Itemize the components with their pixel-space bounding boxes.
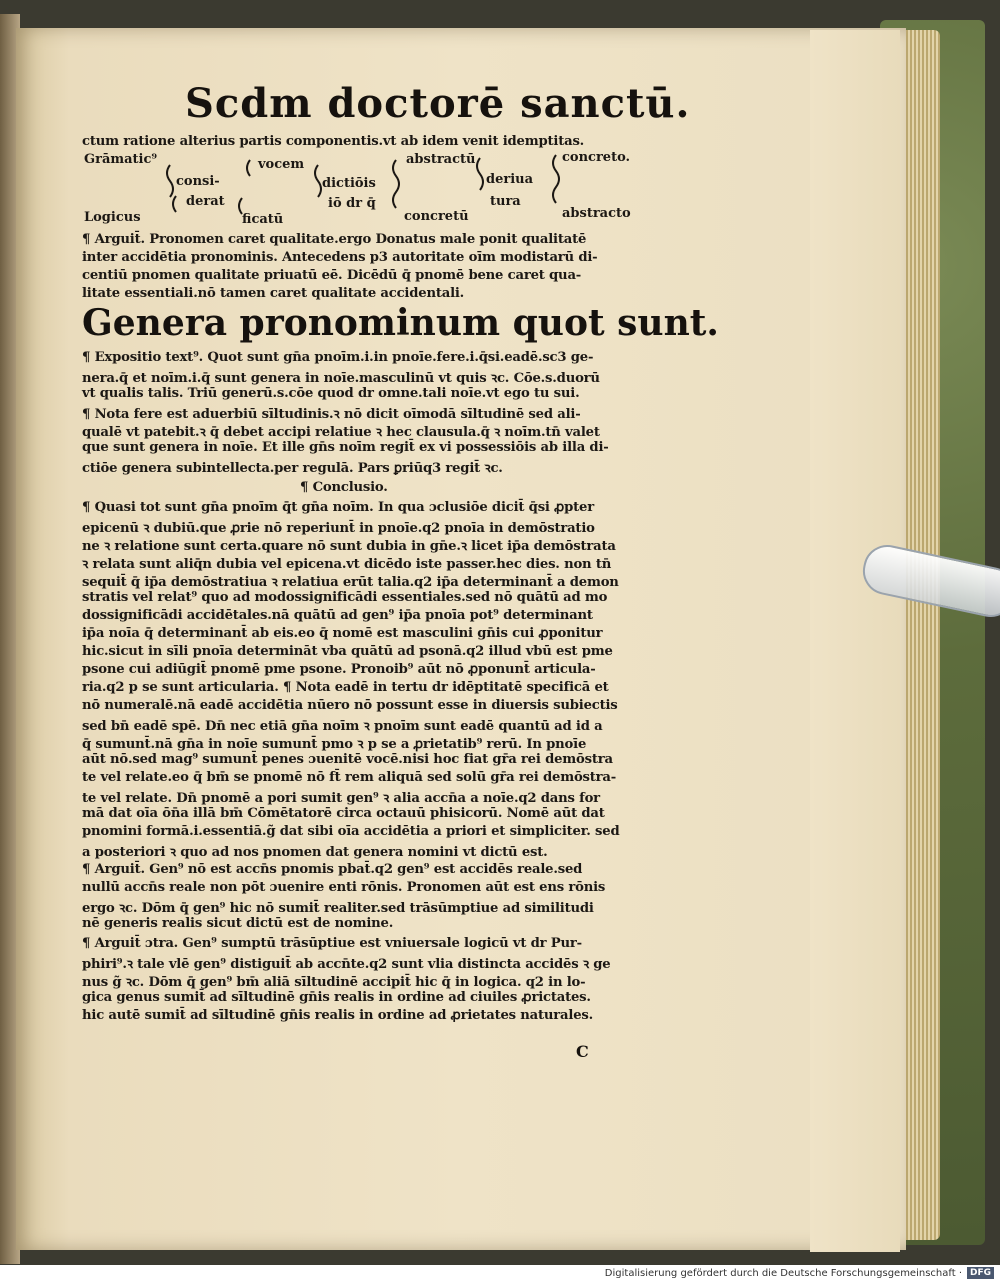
- text-line: ctum ratione alterius partis componentis.vt ab idem venit idemptitas.: [82, 134, 585, 149]
- text-line: inter accidētia pronominis. Antecedens p3 autoritate oīm modistarū di-: [82, 250, 598, 265]
- diagram-word: consi-: [176, 174, 220, 189]
- text-line: vt qualis talis. Triū generū.s.cōe quod dr omne.tali noīe.vt ego tu sui.: [82, 386, 580, 401]
- catchword: C: [576, 1042, 589, 1061]
- text-line: ria.q2 p se sunt articularia. ¶ Nota eadē in tertu dr idēptitatē specificā et: [82, 680, 609, 695]
- running-head: Scdm doctorē sanctū.: [185, 80, 691, 127]
- text-line: ¶ Nota fere est aduerbiū sīltudinis.ꝛ nō dicit oīmodā sīltudinē sed ali-: [82, 407, 581, 422]
- section-heading: Genera pronominum quot sunt.: [82, 302, 719, 344]
- text-line: hic autē sumit̄ ad sīltudinē gn̄is realis in ordine ad ꝓrietates naturales.: [82, 1008, 594, 1023]
- text-line: ꝛ relata sunt aliq̄n dubia vel epicena.vt dicēdo iste passer.hec dies. non tn̄: [82, 557, 612, 572]
- diagram-word: deriua: [486, 172, 534, 187]
- text-line: ¶ Quasi tot sunt gn̄a pnoīm q̄t gn̄a noīm. In qua ɔclusiōe dicit̄ q̄si ꝓpter: [82, 500, 594, 515]
- page-margin: [810, 30, 900, 1252]
- text-line: phiri⁹.ꝛ tale vlē gen⁹ distiguit̄ ab accn̄te.q2 sunt vlia distincta accidēs ꝛ ge: [82, 957, 611, 972]
- diagram-word: Grāmatic⁹: [84, 152, 158, 167]
- text-line: stratis vel relat⁹ quo ad modossignificādi essentiales.sed nō quātū ad mo: [82, 590, 608, 605]
- text-line: que sunt genera in noīe. Et ille gn̄s noīm regit̄ ex vi possessiōis ab illa di-: [82, 440, 609, 455]
- diagram-word: Logicus: [84, 210, 141, 225]
- text-line: qualē vt patebit.ꝛ q̄ debet accipi relatiue ꝛ hec clausula.q̄ ꝛ noīm.tn̄ valet: [82, 425, 600, 440]
- text-line: ergo ꝛc. Dōm q̄ gen⁹ hic nō sumit̄ realiter.sed trāsūmptiue ad similitudi: [82, 901, 594, 916]
- page-edges: [900, 30, 940, 1240]
- text-line: te vel relate.eo q̄ bm̄ se pnomē nō ft̄ rem aliquā sed solū gr̄a rei demōstra-: [82, 770, 617, 785]
- text-line: sequit̄ q̄ ip̄a demōstratiua ꝛ relatiua erūt talia.q2 ip̄a determinant̄ a demon: [82, 575, 619, 590]
- text-line: sed bn̄ eadē spē. Dn̄ nec etiā gn̄a noīm ꝛ pnoīm sunt eadē quantū ad id a: [82, 719, 603, 734]
- text-line: gica genus sumit̄ ad sīltudinē gn̄is realis in ordine ad ciuiles ꝓrictates.: [82, 990, 591, 1005]
- text-line: nullū accn̄s reale non pōt ɔuenire enti rōnis. Pronomen aūt est ens rōnis: [82, 880, 606, 895]
- diagram-word: concreto.: [562, 150, 631, 165]
- text-line: ¶ Expositio text⁹. Quot sunt gn̄a pnoīm.i.in pnoīe.fere.i.q̄si.eadē.sc3 ge-: [82, 350, 594, 365]
- text-line: ¶ Arguit̄ ɔtra. Gen⁹ sumptū trāsūptiue est vniuersale logicū vt dr Pur-: [82, 936, 582, 951]
- text-line: ¶ Arguit̄. Gen⁹ nō est accn̄s pnomis pbat̄.q2 gen⁹ est accidēs reale.sed: [82, 862, 583, 877]
- text-line: ¶ Arguit̄. Pronomen caret qualitate.ergo Donatus male ponit qualitatē: [82, 232, 587, 247]
- text-line: mā dat oīa ōn̄a illā bm̄ Cōmētatorē circa octauū phisicorū. Nomē aūt dat: [82, 806, 605, 821]
- diagram-word: derat: [186, 194, 225, 209]
- text-line: nē generis realis sicut dictū est de nomine.: [82, 916, 394, 931]
- diagram-word: vocem: [258, 157, 305, 172]
- diagram-word: iō dr q̄: [328, 196, 376, 211]
- text-line: te vel relate. Dn̄ pnomē a pori sumit gen⁹ ꝛ alia accn̄a a noīe.q2 dans for: [82, 791, 600, 806]
- text-line: q̄ sumunt̄.nā gn̄a in noīe sumunt̄ pmo ꝛ p se a ꝓrietatib⁹ rerū. In pnoīe: [82, 737, 587, 752]
- text-line: nō numeralē.nā eadē accidētia nūero nō possunt esse in diuersis subiectis: [82, 698, 618, 713]
- text-line: nus g̃ ꝛc. Dōm q̄ gen⁹ bm̄ aliā sīltudinē accipit̄ hic q̄ in logica. q2 in lo-: [82, 975, 586, 990]
- text-line: pnomini formā.i.essentiā.g̃ dat sibi oīa accidētia a priori et simpliciter. sed: [82, 824, 620, 839]
- diagram-word: tura: [490, 194, 521, 209]
- text-line: a posteriori ꝛ quo ad nos pnomen dat genera nomini vt dictū est.: [82, 845, 548, 860]
- text-line: ne ꝛ relatione sunt certa.quare nō sunt dubia in gn̄e.ꝛ licet ip̄a demōstrata: [82, 539, 616, 554]
- diagram-word: dictiōis: [322, 176, 376, 191]
- text-line: epicenū ꝛ dubiū.que ꝓrie nō reperiunt̄ in pnoīe.q2 pnoīa in demōstratio: [82, 521, 595, 536]
- text-line: dossignificādi accidētales.nā quātū ad gen⁹ ip̄a pnoīa pot⁹ determinant: [82, 608, 593, 623]
- diagram-word: abstractū: [406, 152, 476, 167]
- text-line: psone cui adiūgit̄ pnomē pme psone. Pronoib⁹ aūt nō ꝓponunt̄ articula-: [82, 662, 596, 677]
- diagram-word: abstracto: [562, 206, 631, 221]
- text-line: aūt nō.sed mag⁹ sumunt̄ penes ɔuenitē vocē.nisi hoc fiat gr̄a rei demōstra: [82, 752, 613, 767]
- text-line: nera.q̄ et noīm.i.q̄ sunt genera in noīe.masculinū vt quis ꝛc. Cōe.s.duorū: [82, 371, 600, 386]
- funding-credit: Digitalisierung gefördert durch die Deutsche Forschungsgemeinschaft ·: [604, 1268, 962, 1279]
- text-line: hic.sicut in sīli pnoīa determināt vba quātū ad psonā.q2 illud vbū est pme: [82, 644, 613, 659]
- text-line: ip̄a noīa q̄ determinant̄ ab eis.eo q̄ nomē est masculini gn̄is cui ꝓponitur: [82, 626, 603, 641]
- text-line: centiū pnomen qualitate priuatū eē. Dicēdū q̄ pnomē bene caret qua-: [82, 268, 582, 283]
- text-line: ctiōe genera subintellecta.per regulā. Pars ꝑriūq3 regit̄ ꝛc.: [82, 461, 503, 476]
- dfg-logo: DFG: [967, 1267, 994, 1279]
- diagram-word: ficatū: [242, 212, 284, 227]
- diagram-word: concretū: [404, 209, 469, 224]
- conclusio-label: ¶ Conclusio.: [300, 480, 388, 495]
- text-line: litate essentiali.nō tamen caret qualitate accidentali.: [82, 286, 465, 301]
